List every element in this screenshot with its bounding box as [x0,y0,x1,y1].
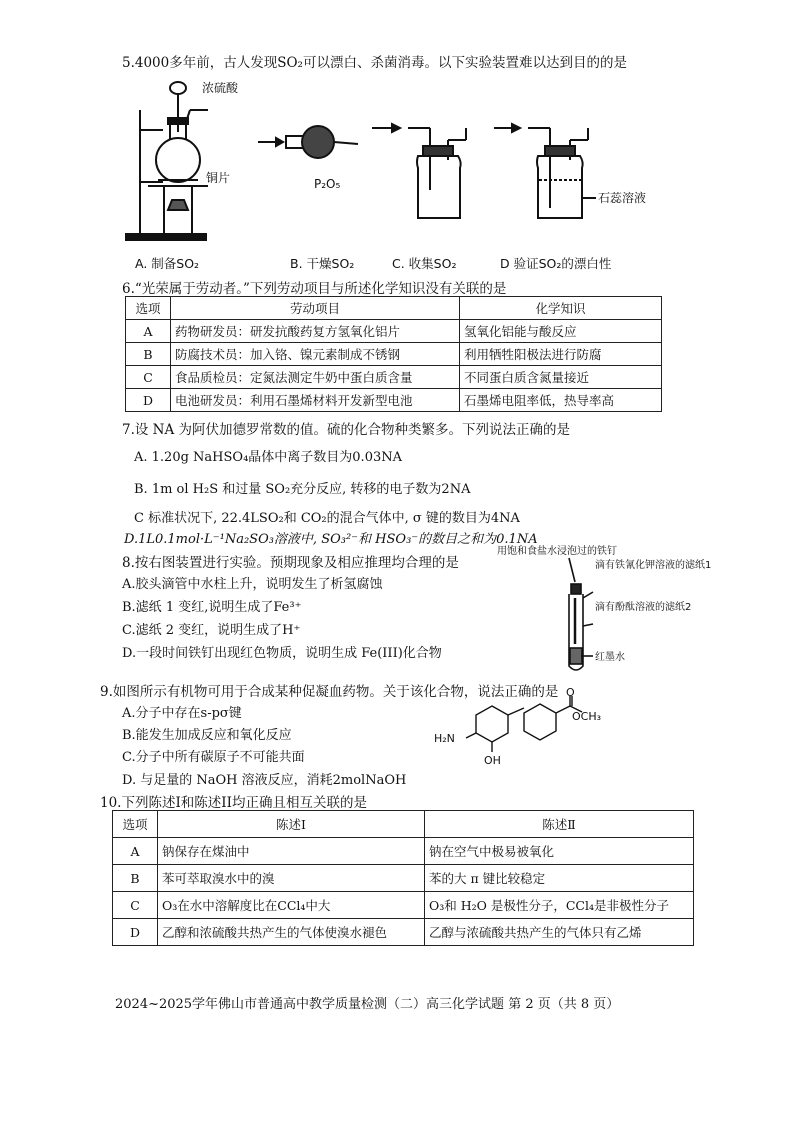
apparatus-a [126,82,208,240]
label-o: O [566,686,575,699]
table-row: B 苯可萃取溴水中的溴 苯的大 π 键比较稳定 [113,865,694,892]
q8-option-a: A.胶头滴管中水柱上升，说明发生了析氢腐蚀 [122,577,383,592]
q8-option-b: B.滤纸 1 变红,说明生成了Fe³⁺ [122,600,302,615]
table-row: C O₃在水中溶解度比在CCl₄中大 O₃和 H₂O 是极性分子，CCl₄是非极性分子 [113,892,694,919]
q9-structure-figure [432,686,607,770]
q6-table [125,296,662,412]
q7-option-d: D.1L0.1mol·L⁻¹Na₂SO₃溶液中, SO₃²⁻和 HSO₃⁻的数目之和为0.1NA [124,532,538,547]
q8-stem: 8.按右图装置进行实验。预期现象及相应推理均合理的是 [122,555,459,571]
q8-option-c: C.滤纸 2 变红，说明生成了H⁺ [122,623,301,638]
table-row: A 钠保存在煤油中 钠在空气中极易被氧化 [113,838,694,865]
label-nail: 用饱和食盐水浸泡过的铁钉 [497,546,617,557]
label-litmus: 石蕊溶液 [598,191,647,205]
label-nh2: H₂N [434,732,455,745]
q9-option-b: B.能发生加成反应和氧化反应 [122,728,292,743]
table-row: D 乙醇和浓硫酸共热产生的气体使溴水褪色 乙醇与浓硫酸共热产生的气体只有乙烯 [113,919,694,946]
table-header-row [126,297,662,320]
q10-stem: 10.下列陈述Ⅰ和陈述II均正确且相互关联的是 [100,795,367,811]
table-header-cell: 陈述Ⅱ [425,811,694,838]
q9-stem: 9.如图所示有机物可用于合成某种促凝血药物。关于该化合物，说法正确的是 [100,684,559,700]
table-header-cell: 陈述Ⅰ [158,811,425,838]
table-row: C 食品质检员：定氮法测定牛奶中蛋白质含量 不同蛋白质含氮量接近 [126,366,662,389]
q5-caption-d: D 验证SO₂的漂白性 [500,256,612,271]
label-ink: 红墨水 [595,652,625,663]
label-paper1: 滴有铁氰化钾溶液的滤纸1 [595,560,712,571]
label-paper2: 滴有酚酞溶液的滤纸2 [595,602,692,613]
q5-caption-a: A. 制备SO₂ [135,256,200,271]
q8-apparatus-figure [495,542,712,682]
q5-stem: 5.4000多年前，古人发现SO₂可以漂白、杀菌消毒。以下实验装置难以达到目的的是 [122,55,627,71]
table-row: D 电池研发员：利用石墨烯材料开发新型电池 石墨烯电阻率低，热导率高 [126,389,662,412]
q7-option-a: A. 1.20g NaHSO₄晶体中离子数目为0.03NA [134,450,402,465]
q9-option-a: A.分子中存在s-pσ键 [122,706,242,721]
label-oh: OH [484,754,501,767]
table-header-cell: 化学知识 [460,297,662,320]
table-header-cell: 选项 [113,811,158,838]
q9-option-c: C.分子中所有碳原子不可能共面 [122,750,305,765]
apparatus-b [258,126,358,158]
q8-option-d: D.一段时间铁钉出现红色物质，说明生成 Fe(III)化合物 [122,646,442,661]
label-och3: OCH₃ [572,710,602,723]
q5-apparatus-figure [118,70,678,250]
q7-option-c: C 标准状况下, 22.4LSO₂和 CO₂的混合气体中, σ 键的数目为4NA [134,511,520,526]
label-acid: 浓硫酸 [202,81,239,95]
page-footer: 2024~2025学年佛山市普通高中教学质量检测（二）高三化学试题 第 2 页（共 8 页） [115,997,620,1012]
q9-option-d: D. 与足量的 NaOH 溶液反应，消耗2molNaOH [122,773,407,788]
table-header-cell: 劳动项目 [171,297,460,320]
apparatus-c [372,124,466,218]
apparatus-d [494,124,596,218]
q7-stem: 7.设 NA 为阿伏加德罗常数的值。硫的化合物种类繁多。下列说法正确的是 [122,422,571,438]
q5-caption-c: C. 收集SO₂ [392,256,457,271]
label-cu: 铜片 [206,171,231,185]
table-header-row [113,811,694,838]
table-row: A 药物研发员：研发抗酸药复方氢氧化铝片 氢氧化铝能与酸反应 [126,320,662,343]
q10-table [112,810,694,946]
table-row: B 防腐技术员：加入铬、镍元素制成不锈钢 利用牺牲阳极法进行防腐 [126,343,662,366]
table-header-cell: 选项 [126,297,171,320]
q6-stem: 6.“光荣属于劳动者。”下列劳动项目与所述化学知识没有关联的是 [122,281,507,297]
q7-option-b: B. 1m ol H₂S 和过量 SO₂充分反应, 转移的电子数为2NA [134,482,471,497]
label-p2o5: P₂O₅ [314,177,341,191]
q5-caption-b: B. 干燥SO₂ [290,256,355,271]
